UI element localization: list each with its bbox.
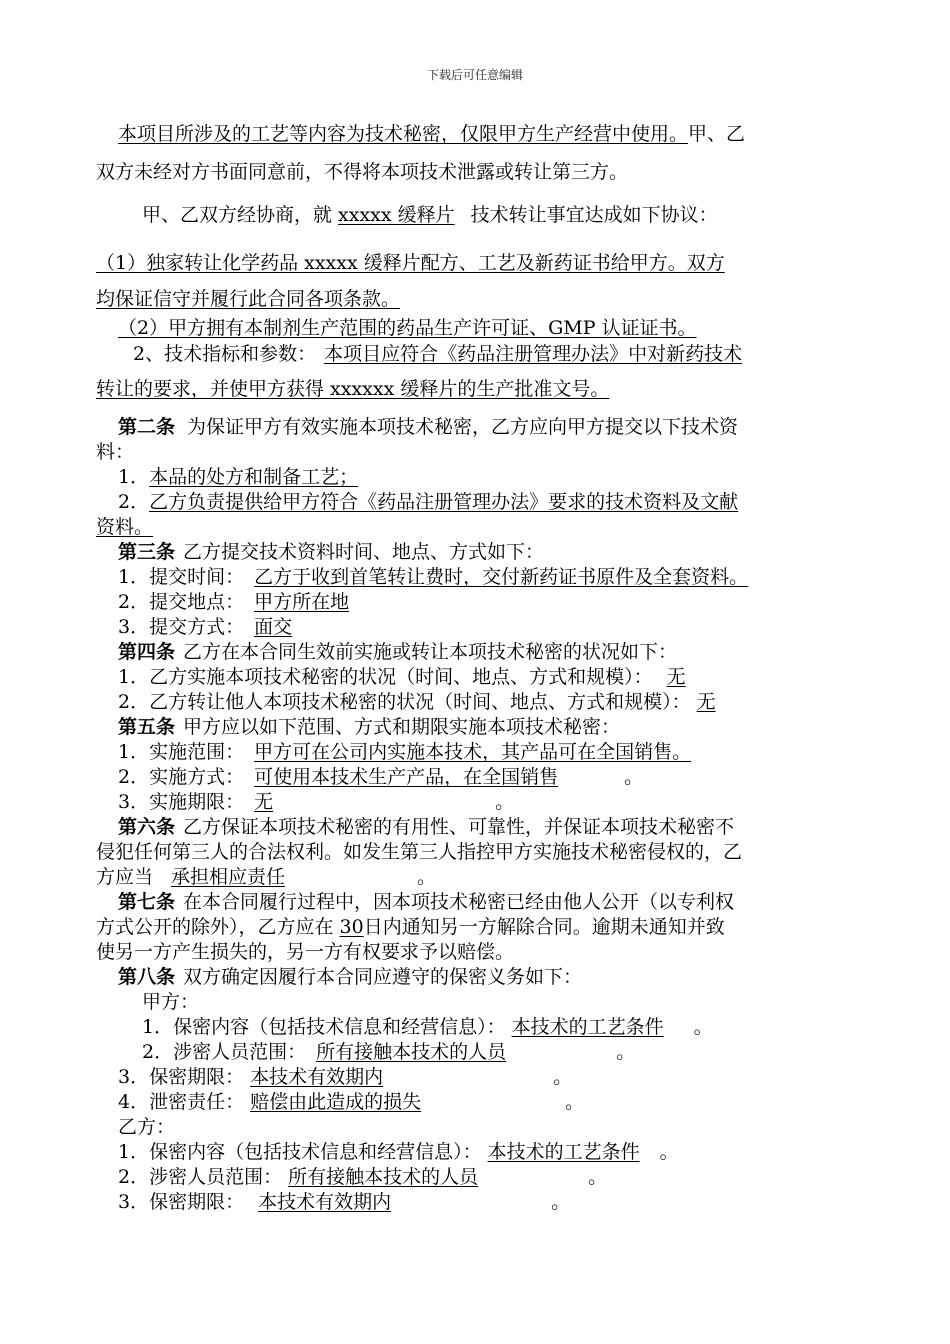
item-end: 。 [565,1091,585,1113]
item-value: 无 [696,691,716,713]
item-label: 2．提交地点： [118,591,245,613]
party-a-item-2 [142,1040,904,1064]
tech-index-label: 2、技术指标和参数： [133,343,317,365]
article-text: 日内通知另一方解除合同。逾期未通知并致 [363,916,725,938]
item-end: 。 [553,1066,573,1088]
article-text: 甲方应以如下范围、方式和期限实施本项技术秘密： [183,716,621,738]
article-5-item-1 [118,740,880,764]
clause-2-text: （2）甲方拥有本制剂生产范围的药品生产许可证、GMP 认证证书。 [118,317,697,339]
item-end: 。 [624,766,644,788]
item-value: 所有接触本技术的人员 [316,1041,507,1063]
item-value: 乙方于收到首笔转让费时，交付新药证书原件及全套资料。 [254,566,749,588]
article-text: 为保证甲方有效实施本项技术秘密，乙方应向甲方提交以下技术资 [187,416,739,438]
article-3-item-2 [118,590,880,614]
item-label: 2．涉密人员范围： [142,1041,307,1063]
agreement-line [142,203,904,227]
article-text: 方应当 [96,866,154,888]
article-2-cont: 料： [96,441,135,463]
article-text: 乙方在本合同生效前实施或转让本项技术秘密的状况如下： [183,641,678,663]
article-6-cont: 侵犯任何第三人的合法权利。如发生第三人指控甲方实施技术秘密侵权的，乙 [96,841,743,863]
item-label: 2．涉密人员范围： [118,1166,283,1188]
article-3-item-1 [118,565,880,589]
item-value: 本技术有效期内 [258,1191,392,1213]
article-title: 第七条 [118,891,176,913]
tech-index-text: 转让的要求，并使甲方获得 xxxxxx 缓释片的生产批准文号。 [96,378,610,400]
item-value: 可使用本技术生产产品，在全国销售 [254,766,559,788]
article-2-item-2 [118,490,880,514]
item-text: 本品的处方和制备工艺； [149,466,359,488]
item-end: 。 [417,866,437,888]
article-text: 方式公开的除外），乙方应在 [96,916,334,938]
item-label: 3．提交方式： [118,616,245,638]
tech-index-line-1 [133,342,895,366]
item-label: 1．保密内容（包括技术信息和经营信息）： [142,1016,506,1038]
article-title: 第二条 [118,416,176,438]
item-number: 2． [118,491,150,513]
item-value: 无 [666,666,686,688]
intro-text: 本项目所涉及的工艺等内容为技术秘密，仅限甲方生产经营中使用。 [118,123,689,145]
article-title: 第八条 [118,966,176,988]
article-6-cont [96,865,858,889]
item-label: 1．保密内容（包括技术信息和经营信息）： [118,1141,482,1163]
item-value: 承担相应责任 [171,866,286,888]
item-end: 。 [495,791,515,813]
item-end: 。 [693,1016,713,1038]
intro-text: 双方未经对方书面同意前，不得将本项技术泄露或转让第三方。 [96,161,629,183]
article-title: 第三条 [118,541,176,563]
item-end: 。 [659,1141,679,1163]
item-value: 甲方可在公司内实施本技术，其产品可在全国销售。 [254,741,692,763]
item-label: 1．实施范围： [118,741,245,763]
item-label: 3．保密期限： [118,1191,245,1213]
item-label: 2．实施方式： [118,766,245,788]
article-title: 第六条 [118,816,176,838]
item-text: 乙方负责提供给甲方符合《药品注册管理办法》要求的技术资料及文献 [149,491,739,513]
item-end: 。 [551,1191,571,1213]
item-end: 。 [616,1041,636,1063]
agreement-text: 甲、乙双方经协商，就 [142,204,333,226]
clause-2-line [118,316,880,340]
item-value: 无 [254,791,274,813]
party-b-item-1 [118,1140,880,1164]
article-4-item-2 [118,690,880,714]
page-header: 下载后可任意编辑 [426,68,523,82]
party-a-item-4 [118,1090,880,1114]
article-title: 第五条 [118,716,176,738]
intro-text: 甲、乙 [688,123,746,145]
article-8 [118,965,880,989]
article-5 [118,715,880,739]
item-value: 本技术的工艺条件 [487,1141,640,1163]
item-value: 面交 [254,616,293,638]
article-2-item-1 [118,465,880,489]
article-text: 乙方提交技术资料时间、地点、方式如下： [183,541,545,563]
item-value: 本技术有效期内 [250,1066,384,1088]
item-value: 赔偿由此造成的损失 [250,1091,422,1113]
item-value: 本技术的工艺条件 [511,1016,664,1038]
party-a-item-1 [142,1015,904,1039]
article-title: 第四条 [118,641,176,663]
item-label: 3．实施期限： [118,791,245,813]
article-2 [118,415,880,439]
agreement-text: 技术转让事宜达成如下协议： [470,204,718,226]
item-label: 1．乙方实施本项技术秘密的状况（时间、地点、方式和规模）： [118,666,653,688]
article-7 [118,890,880,914]
party-b-item-2 [118,1165,880,1189]
item-text: 资料。 [96,516,154,538]
article-3-item-3 [118,615,880,639]
party-b-label: 乙方： [118,1116,176,1138]
item-value: 甲方所在地 [254,591,350,613]
item-label: 3．保密期限： [118,1066,245,1088]
party-b-item-3 [118,1190,880,1214]
intro-line-2 [96,160,858,184]
article-4-item-1 [118,665,880,689]
item-number: 1． [118,466,150,488]
party-a-item-3 [118,1065,880,1089]
days-value: 30 [339,916,364,938]
clause-1-line-1: （1）独家转让化学药品 xxxxx 缓释片配方、工艺及新药证书给甲方。双方 [96,252,725,274]
article-3 [118,540,880,564]
article-text: 双方确定因履行本合同应遵守的保密义务如下： [183,966,583,988]
article-2-item-2-cont [96,515,858,539]
clause-1-text: 均保证信守并履行此合同各项条款。 [96,288,401,310]
item-label: 1．提交时间： [118,566,245,588]
tech-index-line-2 [96,377,858,401]
article-7-cont: 使另一方产生损失的，另一方有权要求予以赔偿。 [96,941,515,963]
item-label: 4．泄密责任： [118,1091,245,1113]
article-5-item-3 [118,790,880,814]
item-end: 。 [588,1166,608,1188]
clause-1-line-2 [96,287,858,311]
article-text: 乙方保证本项技术秘密的有用性、可靠性，并保证本项技术秘密不 [183,816,735,838]
tech-index-text: 本项目应符合《药品注册管理办法》中对新药技术 [324,343,743,365]
article-4 [118,640,880,664]
intro-line-1 [118,122,880,146]
party-a-label: 甲方： [142,991,200,1013]
item-label: 2．乙方转让他人本项技术秘密的状况（时间、地点、方式和规模）： [118,691,691,713]
article-text: 在本合同履行过程中，因本项技术秘密已经由他人公开（以专利权 [183,891,735,913]
article-5-item-2 [118,765,880,789]
article-6 [118,815,880,839]
item-value: 所有接触本技术的人员 [288,1166,479,1188]
product-name: xxxxx 缓释片 [338,204,455,226]
article-7-cont [96,915,858,939]
